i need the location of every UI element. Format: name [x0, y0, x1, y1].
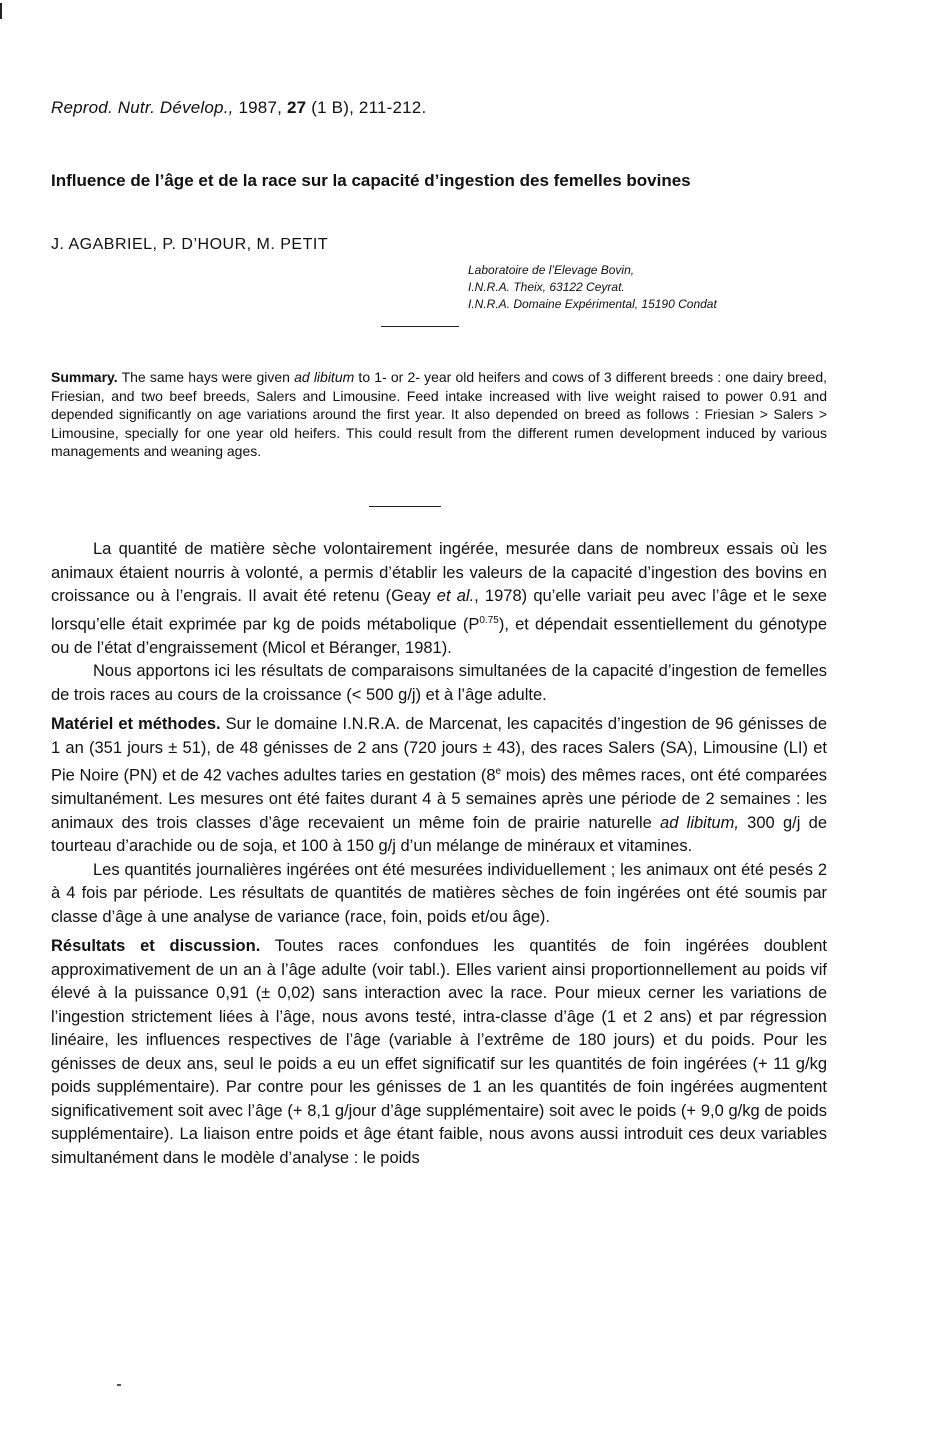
affiliation-line: I.N.R.A. Domaine Expérimental, 15190 Condat	[468, 297, 717, 311]
article-title: Influence de l’âge et de la race sur la capacité d’ingestion des femelles bovines	[51, 171, 691, 190]
citation-issue-pages: (1 B), 211-212.	[311, 98, 427, 117]
section-heading: Résultats et discussion.	[51, 937, 261, 955]
affiliation-line: I.N.R.A. Theix, 63122 Ceyrat.	[468, 280, 625, 294]
body-paragraph: Les quantités journalières ingérées ont été mesurées individuellement ; les animaux ont été pesés 2 à 4 fois par période. Les résultats de quantités de matières sèches de foin ingérées ont été soumis par classe d’âge à une analyse de variance (race, foin, poids et/ou âge).	[51, 860, 827, 926]
scan-edge-mark	[0, 3, 2, 19]
body-text: ), et dépendait essentiellement du génotype ou de l’état d’engraissement (Micol et Béranger, 1981).	[51, 615, 828, 657]
body-text: 300 g/j de tourteau d’arachide ou de soja, et 100 à 150 g/j d’un mélange de minéraux et vitamines.	[51, 813, 828, 855]
citation-volume: 27	[286, 98, 307, 117]
body-text: Sur le domaine I.N.R.A. de Marcenat, les capacités d’ingestion de 96 génisses de 1 an (351 jours ± 51), de 48 génisses de 2 ans (720 jours ± 43), des races Salers (SA), Limousine (LI) et Pie Noire (PN) et de 42 vaches adultes taries en gestation (8	[51, 715, 827, 785]
section-results-discussion	[51, 935, 827, 1170]
affiliation-block	[468, 262, 717, 313]
journal-name: Reprod. Nutr. Dévelop.,	[51, 98, 234, 117]
summary-heading: Summary.	[51, 369, 118, 385]
body-text: Toutes races confondues les quantités de foin ingérées doublent approximativement de un an à l’âge adulte (voir tabl.). Elles varient ainsi proportionnellement au poids vif élevé à la puissance 0,91 (± 0,02) sans interaction avec la race. Pour mieux cerner les variations de l’ingestion strictement liées à l’âge, nous avons testé, intra-classe d’âge (1 et 2 ans) et par régression linéaire, les influences respectives de l’âge (variable à l’extrême de 180 jours) et du poids. Pour les génisses de deux ans, seul le poids a eu un effet significatif sur les quantités de foin ingérées (+ 11 g/kg poids supplémentaire). Par contre pour les génisses de 1 an les quantités de foin ingérées augmentent significativement soit avec l’âge (+ 8,1 g/jour d’âge supplémentaire) soit avec le poids (+ 9,0 g/kg de poids supplémentaire). La liaison entre poids et âge étant faible, nous avons aussi introduit ces deux variables simultanément dans le modèle d’analyse : le poids	[51, 937, 828, 1167]
body-paragraph: Nous apportons ici les résultats de comparaisons simultanées de la capacité d’ingestion de femelles de trois races au cours de la croissance (< 500 g/j) et à l’âge adulte.	[51, 662, 827, 704]
article-body	[51, 538, 827, 1170]
separator-rule	[369, 506, 441, 507]
author-list: J. AGABRIEL, P. D’HOUR, M. PETIT	[51, 236, 329, 253]
affiliation-line: Laboratoire de l’Elevage Bovin,	[468, 263, 635, 277]
body-italic: ad libitum,	[660, 813, 739, 832]
summary-text: The same hays were given	[121, 369, 295, 385]
journal-citation	[51, 98, 426, 118]
body-text: La quantité de matière sèche volontairement ingérée, mesurée dans de nombreux essais où les animaux étaient nourris à volonté, a permis d’établir les valeurs de la capacité d’ingestion des bovins en croissance ou à l’engrais. Il avait été retenu (Geay	[51, 540, 827, 605]
body-italic: et al.	[436, 587, 475, 605]
body-text: mois) des mêmes races, ont été comparées simultanément. Les mesures ont été faites durant 4 à 5 semaines après une période de 2 semaines : les animaux des trois classes d’âge recevaient un même foin de prairie naturelle	[51, 766, 828, 832]
summary-paragraph	[51, 368, 827, 461]
separator-rule	[381, 326, 459, 327]
summary-italic: ad libitum	[294, 369, 355, 385]
summary-text: to 1- or 2- year old heifers and cows of 3 different breeds : one dairy breed, Friesian, and two beef breeds, Salers and Limousine. Feed intake increased with live weight raised to power 0.91 and depended significantly on age variations around the first year. It also depended on breed as follows : Friesian > Salers > Limousine, specially for one year old heifers. This could result from the different rumen development induced by various managements and weaning ages.	[51, 369, 827, 460]
body-superscript: e	[495, 766, 502, 777]
body-superscript: 0.75	[479, 614, 499, 626]
citation-year: 1987,	[238, 98, 283, 117]
scan-speck	[117, 1384, 121, 1386]
section-materials-methods	[51, 713, 827, 859]
body-paragraph	[51, 538, 827, 660]
section-heading: Matériel et méthodes.	[51, 715, 221, 733]
body-text: , 1978) qu’elle variait peu avec l’âge et le sexe lorsqu’elle était exprimée par kg de poids métabolique (P	[51, 587, 827, 633]
